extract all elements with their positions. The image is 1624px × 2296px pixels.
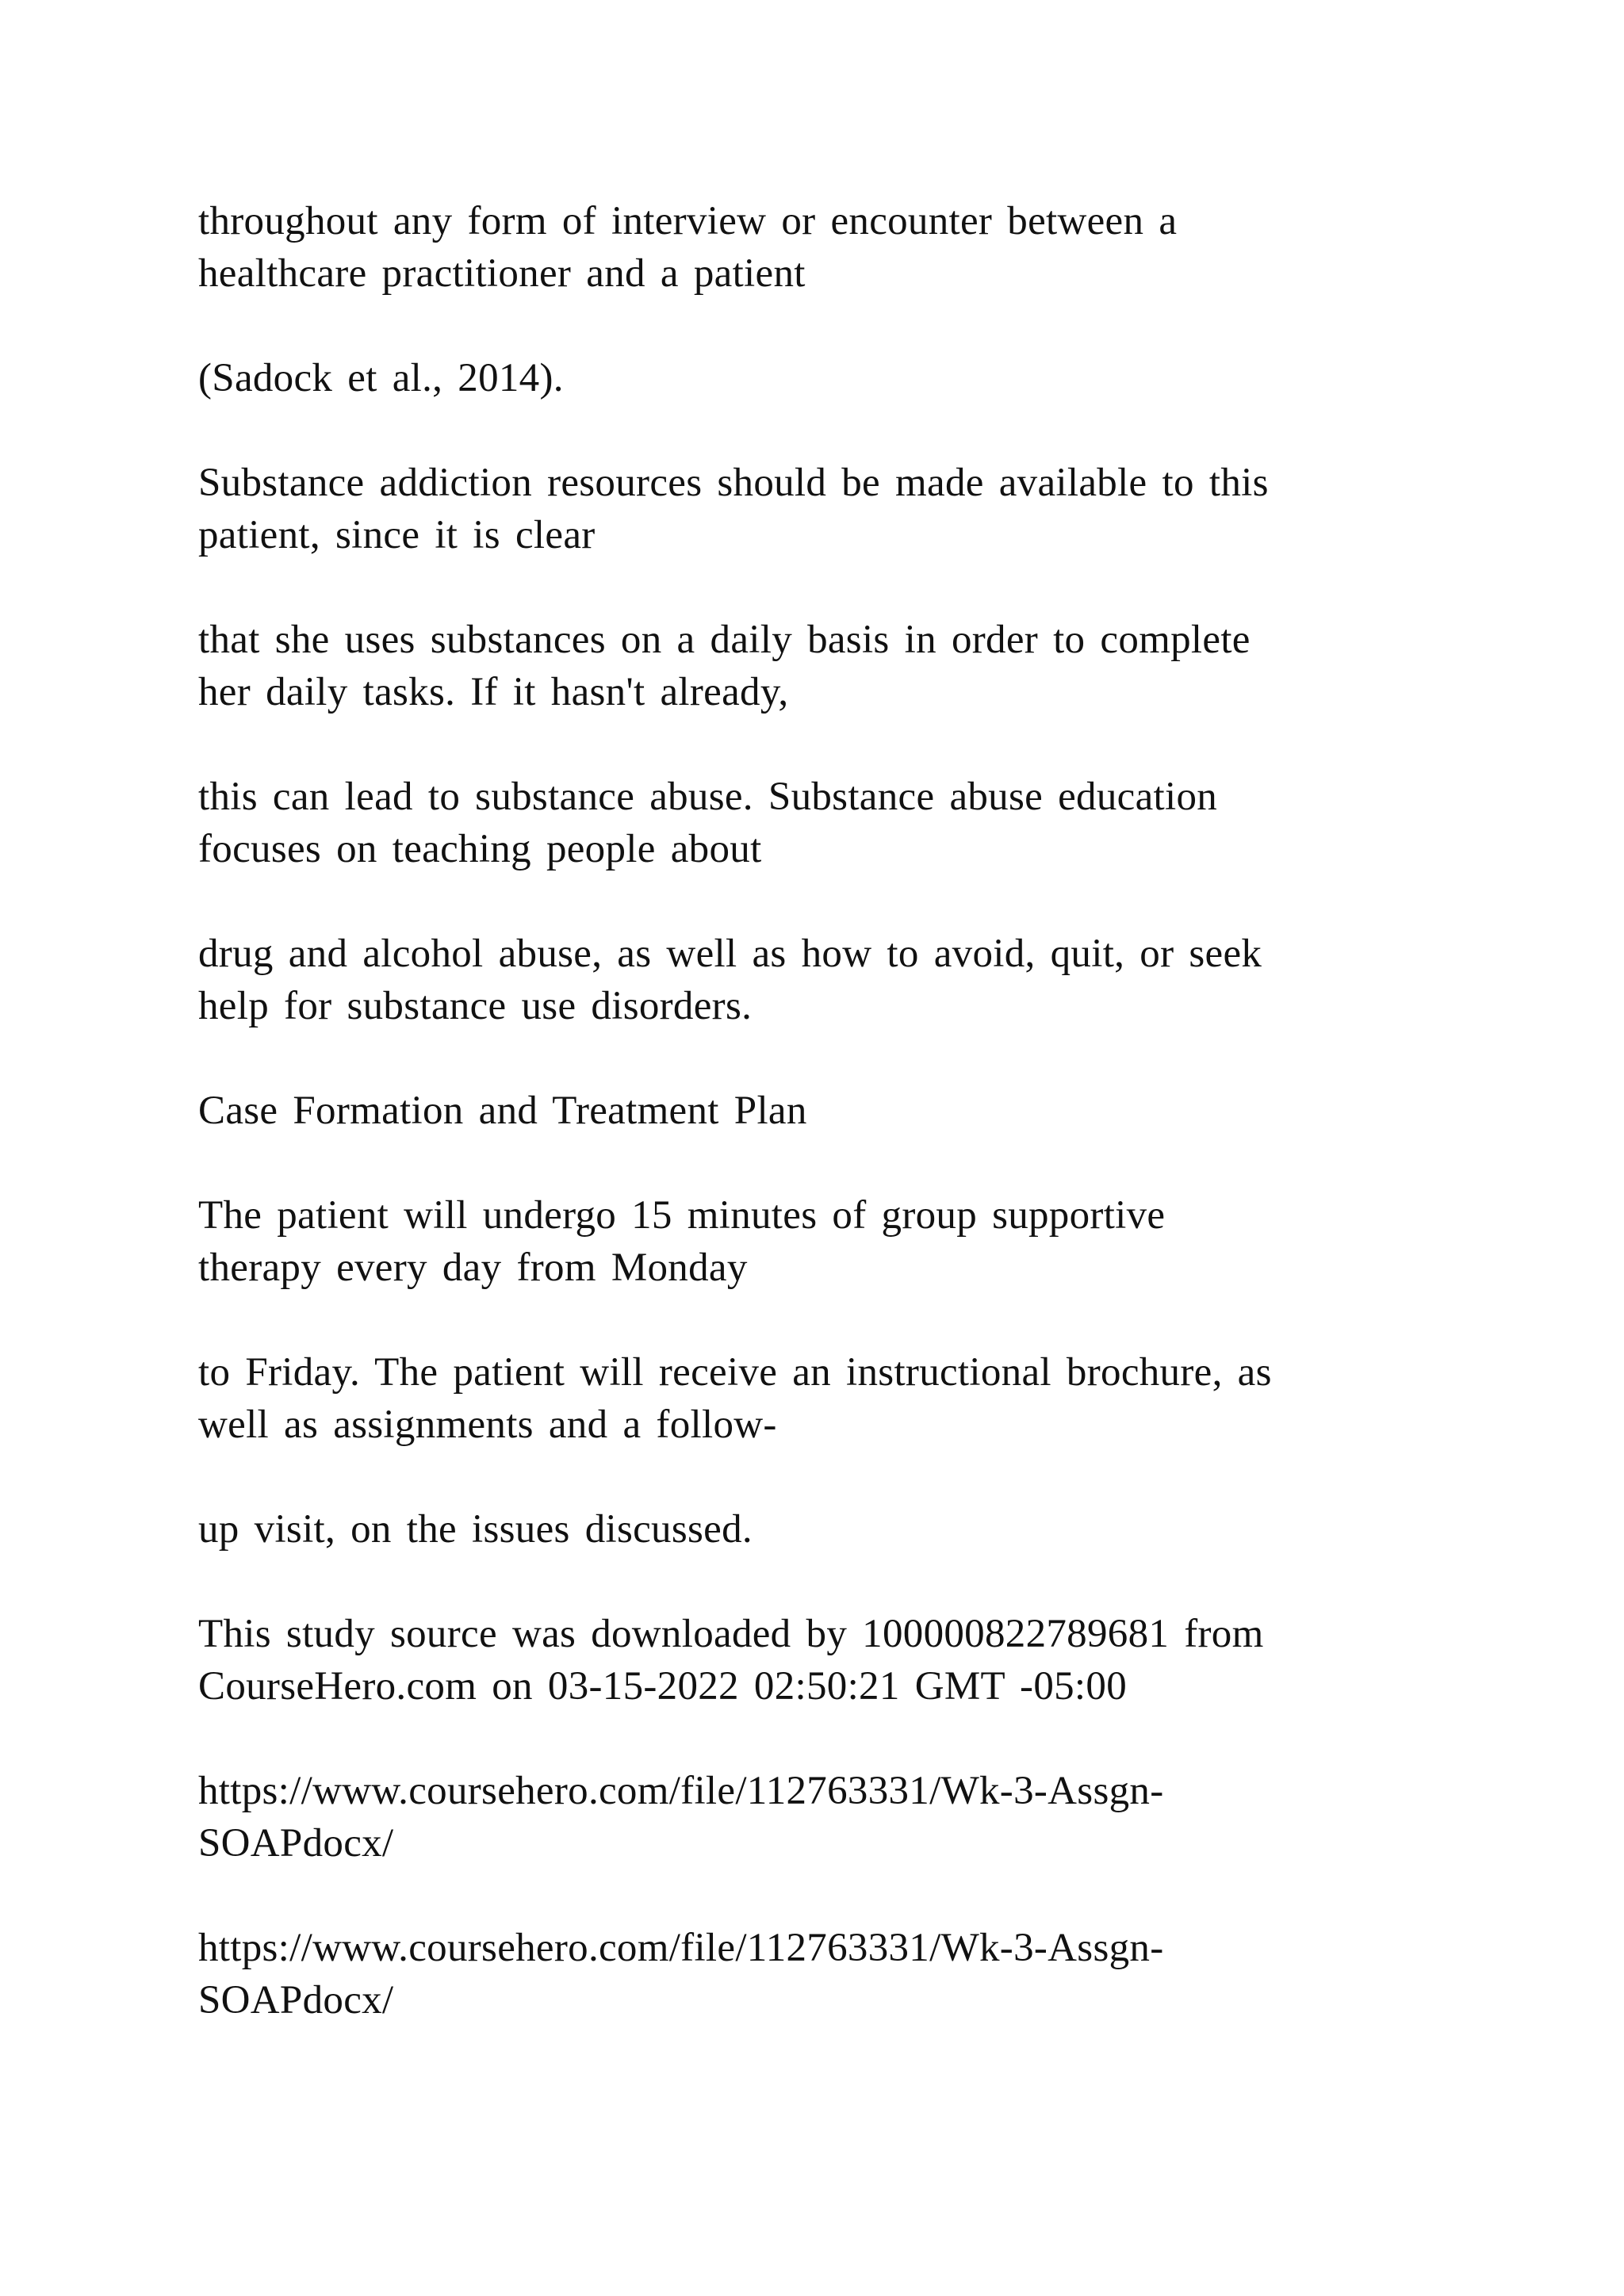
text-line: CourseHero.com on 03-15-2022 02:50:21 GMT -05:00 <box>198 1664 1128 1709</box>
text-line: her daily tasks. If it hasn't already, <box>198 670 789 714</box>
text-line: Case Formation and Treatment Plan <box>198 1089 807 1133</box>
text-line: focuses on teaching people about <box>198 827 762 871</box>
section-heading-case-formation <box>198 1085 1499 1137</box>
text-line: Substance addiction resources should be made available to this <box>198 461 1269 505</box>
text-line: This study source was downloaded by 100000822789681 from <box>198 1612 1264 1656</box>
text-line: to Friday. The patient will receive an instructional brochure, as <box>198 1350 1272 1395</box>
paragraph-addiction-resources <box>198 457 1499 561</box>
paragraph-follow-up <box>198 1503 1499 1556</box>
source-url <box>198 1765 1499 1869</box>
paragraph-daily-use <box>198 614 1499 718</box>
text-line: SOAPdocx/ <box>198 1978 394 2022</box>
text-line: (Sadock et al., 2014). <box>198 356 564 400</box>
paragraph-citation <box>198 352 1499 404</box>
text-line: The patient will undergo 15 minutes of group supportive <box>198 1193 1166 1238</box>
text-line: up visit, on the issues discussed. <box>198 1507 753 1552</box>
paragraph-interview <box>198 195 1499 300</box>
text-line: throughout any form of interview or encounter between a <box>198 199 1178 243</box>
text-line: well as assignments and a follow- <box>198 1402 777 1447</box>
source-url <box>198 1922 1499 2026</box>
text-line: healthcare practitioner and a patient <box>198 251 806 296</box>
paragraph-drug-alcohol <box>198 928 1499 1032</box>
paragraph-group-therapy <box>198 1189 1499 1294</box>
text-line: therapy every day from Monday <box>198 1246 748 1290</box>
text-line: that she uses substances on a daily basis in order to complete <box>198 618 1251 662</box>
text-line: this can lead to substance abuse. Substance abuse education <box>198 775 1218 819</box>
text-line: https://www.coursehero.com/file/112763331/Wk-3-Assgn- <box>198 1926 1164 1970</box>
paragraph-brochure <box>198 1346 1499 1451</box>
text-line: https://www.coursehero.com/file/112763331/Wk-3-Assgn- <box>198 1769 1164 1813</box>
text-line: drug and alcohol abuse, as well as how to avoid, quit, or seek <box>198 932 1262 976</box>
text-line: SOAPdocx/ <box>198 1821 394 1866</box>
paragraph-abuse-education <box>198 771 1499 875</box>
document-body <box>198 195 1499 2079</box>
text-line: patient, since it is clear <box>198 513 596 557</box>
download-notice <box>198 1608 1499 1712</box>
text-line: help for substance use disorders. <box>198 984 753 1028</box>
